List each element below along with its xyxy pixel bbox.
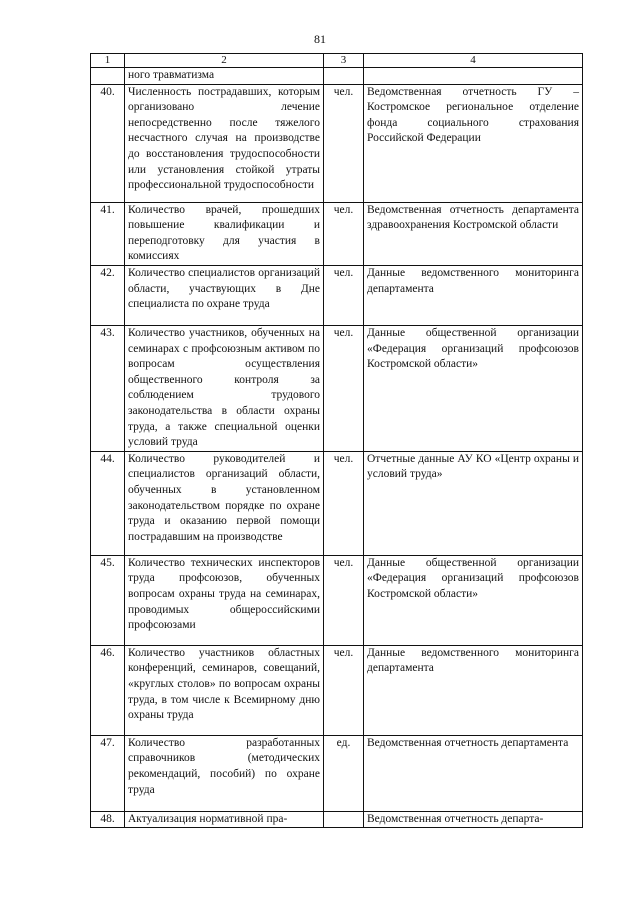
cell-num: 42. [91, 265, 125, 325]
continuation-row [91, 68, 583, 85]
cell-unit: чел. [324, 451, 364, 555]
table-row [91, 202, 583, 265]
cell-indicator: Количество технических инспекторов труда профсоюзов, обученных вопросам охраны труда на семинарах, проводимых общероссийскими профсоюзами [125, 555, 324, 645]
header-col-4: 4 [364, 54, 583, 68]
cell-source: Ведомственная отчетность департа- [364, 811, 583, 828]
cell-unit: ед. [324, 735, 364, 811]
cell-source: Ведомственная отчетность департамента [364, 735, 583, 811]
cell-indicator: Количество участников областных конференций, семинаров, совещаний, «круглых столов» по вопросам охраны труда, в том числе к Всемирному дню охраны труда [125, 645, 324, 735]
cell-num: 46. [91, 645, 125, 735]
cell-source: Данные ведомственного мониторинга департамента [364, 265, 583, 325]
cell-indicator: Количество участников, обученных на семинарах с профсоюзным активом по вопросам осуществления общественного контроля за соблюдением трудового законодательства в области охраны труда, а также специальной оценки условий труда [125, 325, 324, 451]
table-row [91, 811, 583, 828]
cell-unit: чел. [324, 325, 364, 451]
cell-unit: чел. [324, 555, 364, 645]
cell-indicator: ного травматизма [125, 68, 324, 85]
cell-num: 44. [91, 451, 125, 555]
cell-unit: чел. [324, 265, 364, 325]
cell-source: Отчетные данные АУ КО «Центр охраны и условий труда» [364, 451, 583, 555]
cell-unit [324, 811, 364, 828]
cell-source [364, 68, 583, 85]
header-col-1: 1 [91, 54, 125, 68]
table-header-row [91, 54, 583, 68]
cell-unit [324, 68, 364, 85]
table-row [91, 735, 583, 811]
cell-source: Ведомственная отчетность ГУ – Костромское региональное отделение фонда социального страхования Российской Федерации [364, 84, 583, 202]
cell-unit: чел. [324, 202, 364, 265]
table-row [91, 325, 583, 451]
header-col-3: 3 [324, 54, 364, 68]
cell-num: 48. [91, 811, 125, 828]
cell-num: 47. [91, 735, 125, 811]
header-col-2: 2 [125, 54, 324, 68]
indicators-table [90, 53, 583, 828]
table-row [91, 451, 583, 555]
cell-indicator: Численность пострадавших, которым организовано лечение непосредственно после тяжелого несчастного случая на производстве до восстановления трудоспособности или установления стойкой утраты профессиональной трудоспособности [125, 84, 324, 202]
cell-unit: чел. [324, 645, 364, 735]
cell-source: Ведомственная отчетность департамента здравоохранения Костромской области [364, 202, 583, 265]
cell-num [91, 68, 125, 85]
page-number: 81 [314, 32, 326, 46]
cell-indicator: Количество разработанных справочников (методических рекомендаций, пособий) по охране труда [125, 735, 324, 811]
cell-indicator: Количество руководителей и специалистов организаций области, обученных в установленном законодательством порядке по охране труда и оказанию первой помощи пострадавшим на производстве [125, 451, 324, 555]
cell-num: 45. [91, 555, 125, 645]
table-row [91, 555, 583, 645]
cell-source: Данные общественной организации «Федерация организаций профсоюзов Костромской области» [364, 325, 583, 451]
table-row [91, 645, 583, 735]
cell-indicator: Актуализация нормативной пра- [125, 811, 324, 828]
cell-indicator: Количество специалистов организаций области, участвующих в Дне специалиста по охране труда [125, 265, 324, 325]
cell-unit: чел. [324, 84, 364, 202]
cell-indicator: Количество врачей, прошедших повышение квалификации и переподготовку для участия в комиссиях [125, 202, 324, 265]
cell-source: Данные общественной организации «Федерация организаций профсоюзов Костромской области» [364, 555, 583, 645]
cell-source: Данные ведомственного мониторинга департамента [364, 645, 583, 735]
cell-num: 41. [91, 202, 125, 265]
table-row [91, 265, 583, 325]
table-row [91, 84, 583, 202]
cell-num: 43. [91, 325, 125, 451]
cell-num: 40. [91, 84, 125, 202]
